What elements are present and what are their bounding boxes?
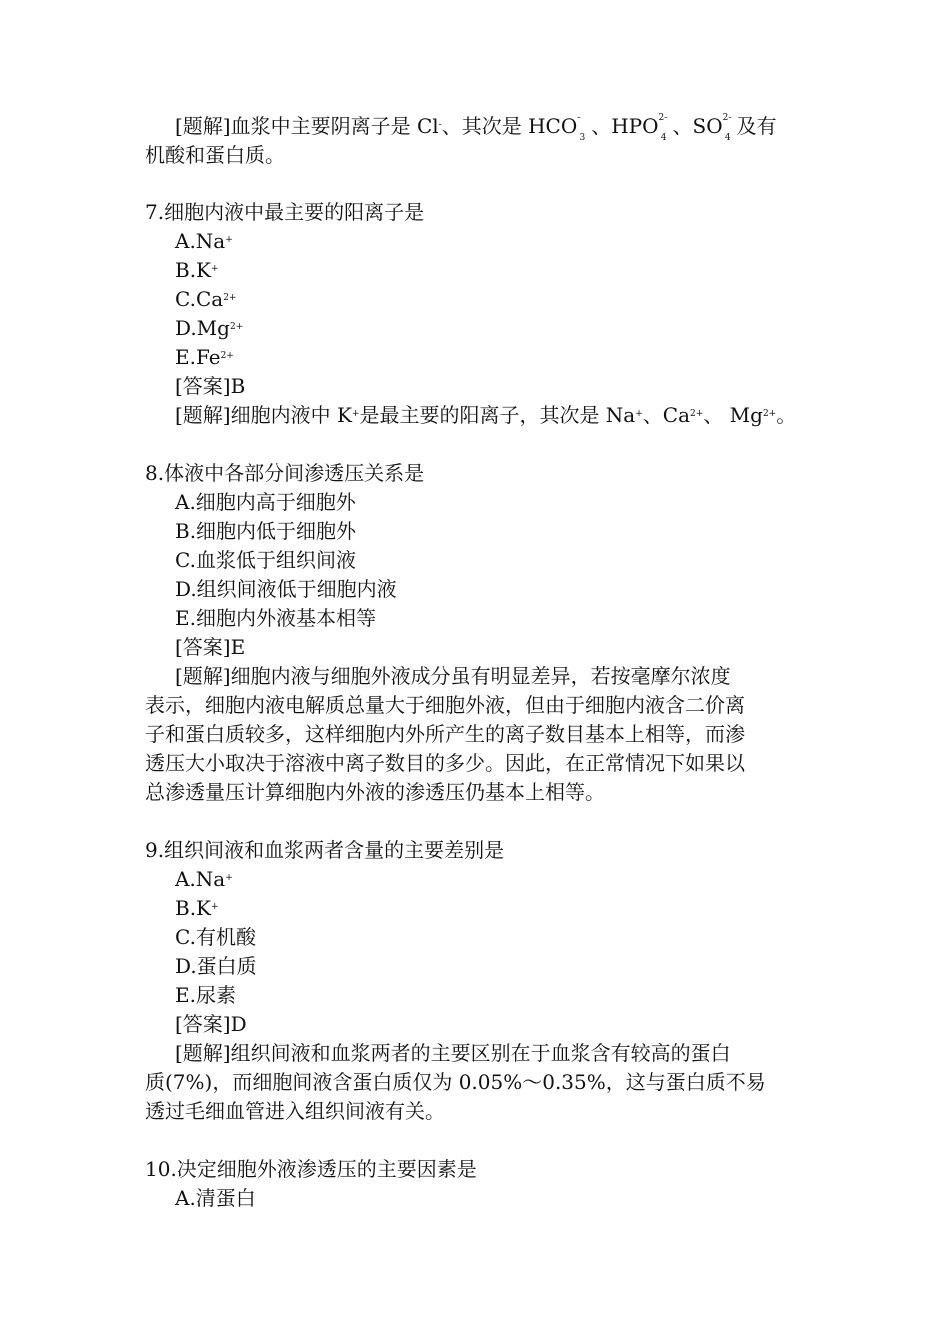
q9-option-a — [175, 865, 845, 894]
q7-option-d — [175, 314, 845, 343]
q9-option-c: C.有机酸 — [175, 925, 256, 949]
so4-formula — [692, 112, 732, 143]
option-charge: + — [211, 902, 219, 912]
option-label: A.Na — [175, 867, 226, 891]
ca-charge: 2+ — [690, 409, 704, 419]
q8-explanation-line-2: 表示，细胞内液电解质总量大于细胞外液，但由于细胞内液含二价离 — [145, 693, 745, 717]
k-charge: + — [351, 409, 360, 419]
option-charge: 2+ — [223, 293, 237, 303]
q6-explanation-line-1 — [175, 112, 845, 141]
q7-question: 7.细胞内液中最主要的阳离子是 — [145, 200, 425, 224]
q8-option-c: C.血浆低于组织间液 — [175, 548, 356, 572]
option-charge: 2+ — [229, 322, 244, 332]
option-label: B.K — [175, 896, 211, 920]
q10-question: 10.决定细胞外液渗透压的主要因素是 — [145, 1157, 477, 1181]
option-label: E.Fe — [175, 345, 221, 369]
so4-charge: 2- — [722, 113, 732, 123]
q6-sep-2: 、 — [672, 114, 693, 138]
q6-sep-1: 、 — [591, 114, 612, 138]
q8-explanation-line-1: [题解]细胞内液与细胞外液成分虽有明显差异，若按毫摩尔浓度 — [175, 664, 731, 688]
option-label: C.Ca — [175, 287, 224, 311]
q7-explanation-text: [题解]细胞内液中 K — [175, 403, 352, 427]
q6-explanation-line-2: 机酸和蛋白质。 — [145, 143, 285, 167]
q7-explanation-text-2: 是最主要的阳离子，其次是 Na — [359, 403, 636, 427]
q7-explanation-end: 。 — [776, 403, 797, 427]
q9-answer: [答案]D — [175, 1012, 247, 1036]
q6-explanation-text-2: 、其次是 — [441, 114, 529, 138]
hpo4-subscript: 4 — [660, 133, 667, 143]
hpo4-formula — [611, 112, 668, 143]
so4-base: SO — [692, 114, 723, 138]
q8-option-d: D.组织间液低于细胞内液 — [175, 577, 397, 601]
option-charge: + — [225, 235, 233, 245]
cl-charge: - — [438, 120, 442, 130]
q8-option-b: B.细胞内低于细胞外 — [175, 519, 357, 543]
q9-explanation-line-2: 质(7%)，而细胞间液含蛋白质仅为 0.05%～0.35%，这与蛋白质不易 — [145, 1070, 766, 1094]
q9-explanation-line-3: 透过毛细血管进入组织间液有关。 — [145, 1099, 445, 1123]
option-label: D.Mg — [175, 316, 230, 340]
option-charge: + — [211, 264, 219, 274]
q7-option-c — [175, 285, 845, 314]
q7-option-a — [175, 227, 845, 256]
q8-explanation-line-5: 总渗透量压计算细胞内外液的渗透压仍基本上相等。 — [145, 780, 605, 804]
hpo4-charge: 2- — [658, 113, 668, 123]
hpo4-base: HPO — [611, 114, 659, 138]
q9-option-e: E.尿素 — [175, 983, 236, 1007]
q7-option-e — [175, 343, 845, 372]
q7-answer: [答案]B — [175, 374, 246, 398]
q8-answer: [答案]E — [175, 635, 246, 659]
option-charge: + — [225, 873, 233, 883]
q8-explanation-line-4: 透压大小取决于溶液中离子数目的多少。因此，在正常情况下如果以 — [145, 751, 745, 775]
q8-option-a: A.细胞内高于细胞外 — [175, 490, 356, 514]
hco3-subscript: 3 — [579, 133, 586, 143]
q10-option-a: A.清蛋白 — [175, 1186, 256, 1210]
hco3-charge: - — [577, 113, 581, 123]
q8-option-e: E.细胞内外液基本相等 — [175, 606, 376, 630]
hco3-formula — [528, 112, 586, 143]
so4-subscript: 4 — [724, 133, 731, 143]
q8-question: 8.体液中各部分间渗透压关系是 — [145, 461, 425, 485]
q6-explanation-text: [题解]血浆中主要阴离子是 Cl — [175, 114, 439, 138]
q9-option-d: D.蛋白质 — [175, 954, 257, 978]
q9-option-b — [175, 894, 845, 923]
option-charge: 2+ — [220, 351, 234, 361]
q9-explanation-line-1: [题解]组织间液和血浆两者的主要区别在于血浆含有较高的蛋白 — [175, 1041, 731, 1065]
q7-explanation-text-3: 、Ca — [642, 403, 691, 427]
q7-explanation-text-4: 、 Mg — [703, 403, 763, 427]
option-label: A.Na — [175, 229, 226, 253]
option-label: B.K — [175, 258, 211, 282]
q7-explanation — [175, 401, 845, 430]
mg-charge: 2+ — [762, 409, 777, 419]
hco3-base: HCO — [528, 114, 578, 138]
q6-explanation-tail: 及有 — [736, 114, 777, 138]
na-charge: + — [635, 409, 643, 419]
q9-question: 9.组织间液和血浆两者含量的主要差别是 — [145, 838, 505, 862]
q8-explanation-line-3: 子和蛋白质较多，这样细胞内外所产生的离子数目基本上相等，而渗 — [145, 722, 745, 746]
q7-option-b — [175, 256, 845, 285]
